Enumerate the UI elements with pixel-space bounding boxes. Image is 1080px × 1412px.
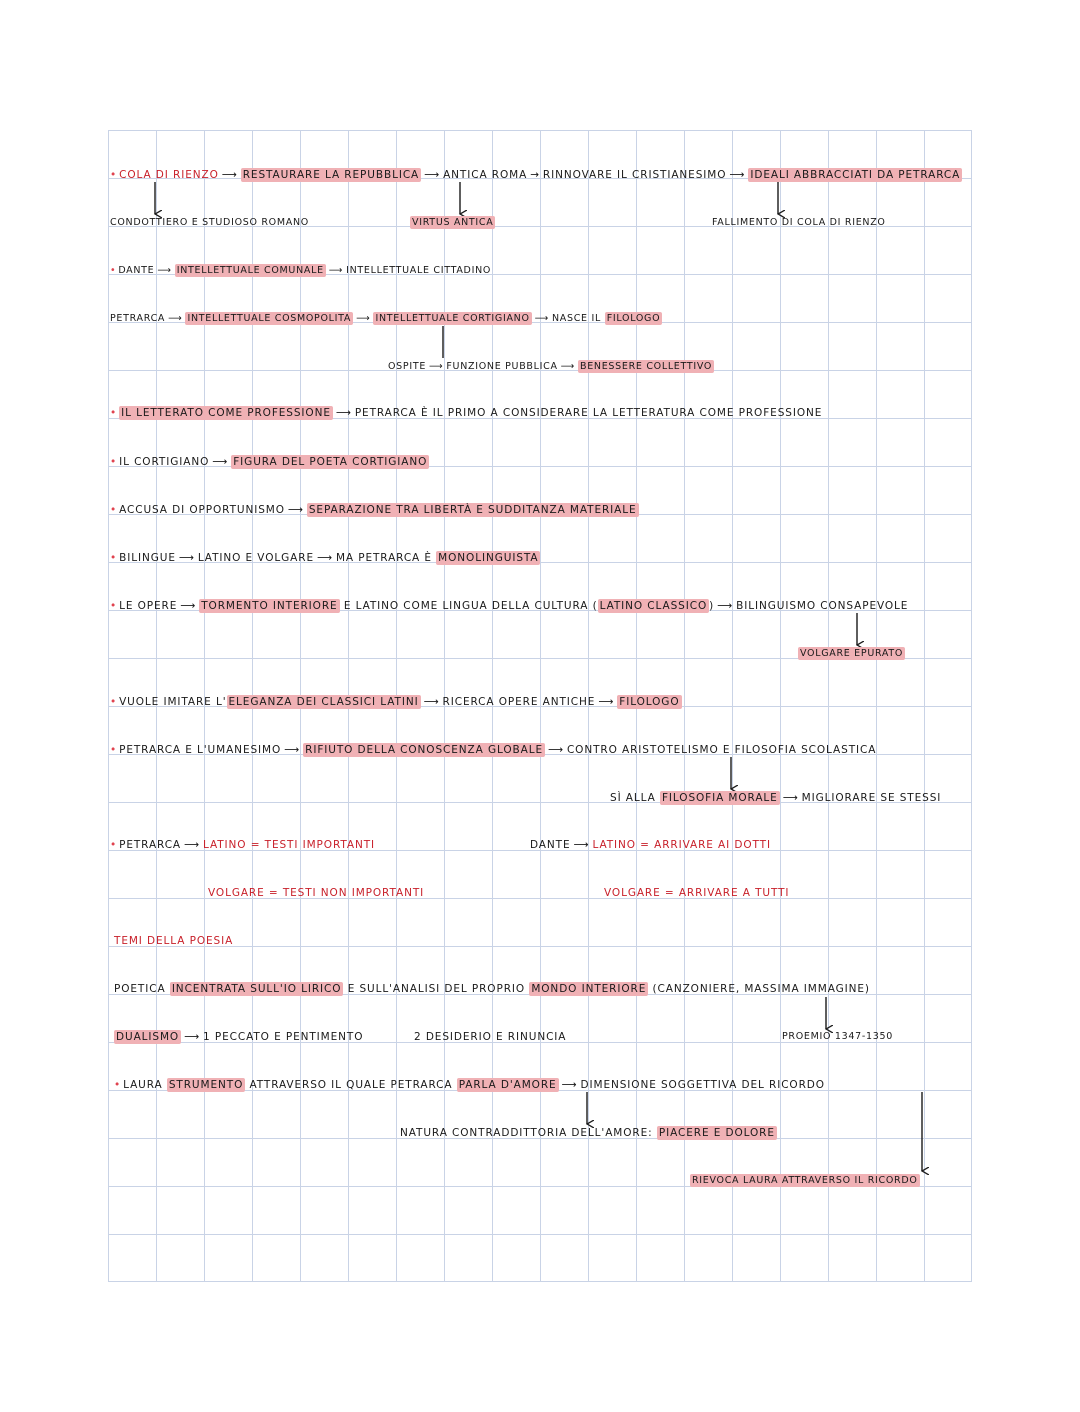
dante-a: INTELLETTUALE COMUNALE bbox=[176, 265, 324, 276]
petrarca-head: PETRARCA bbox=[110, 313, 166, 324]
cortigiano-a: FIGURA DEL POETA CORTIGIANO bbox=[233, 456, 428, 468]
petrarca-a: INTELLETTUALE COSMOPOLITA bbox=[187, 313, 352, 324]
confronto-p-b: VOLGARE = TESTI NON IMPORTANTI bbox=[208, 887, 425, 899]
opere-a-hl2: LATINO CLASSICO bbox=[599, 600, 708, 612]
laura-hl1: STRUMENTO bbox=[168, 1079, 244, 1091]
cola-b: ANTICA ROMA bbox=[443, 169, 528, 181]
poetica-end: (CANZONIERE, MASSIMA IMMAGINE) bbox=[652, 983, 870, 995]
laura-sub1-hl: PIACERE E DOLORE bbox=[658, 1127, 775, 1139]
petrarca-sub-c: BENESSERE COLLETTIVO bbox=[580, 361, 713, 372]
confronto-d-b: VOLGARE = ARRIVARE A TUTTI bbox=[604, 887, 790, 899]
poetica-hl1: INCENTRATA SULL'IO LIRICO bbox=[171, 983, 342, 995]
cola-head: COLA DI RIENZO bbox=[119, 169, 219, 181]
laura-sub2: RIEVOCA LAURA ATTRAVERSO IL RICORDO bbox=[692, 1175, 918, 1186]
row-imitare: • VUOLE IMITARE L' ELEGANZA DEI CLASSICI LATINI ⟶ RICERCA OPERE ANTICHE ⟶ FILOLOGO bbox=[110, 696, 680, 708]
opere-b: BILINGUISMO CONSAPEVOLE bbox=[736, 600, 909, 612]
cola-a: RESTAURARE LA REPUBBLICA bbox=[242, 169, 420, 181]
confronto-p-a: LATINO = TESTI IMPORTANTI bbox=[202, 839, 376, 851]
letterato-head: IL LETTERATO COME PROFESSIONE bbox=[121, 407, 331, 419]
imitare-a: RICERCA OPERE ANTICHE bbox=[442, 696, 596, 708]
accusa-head: ACCUSA DI OPPORTUNISMO bbox=[119, 504, 285, 516]
row-dante: • DANTE ⟶ INTELLETTUALE COMUNALE ⟶ INTELLETTUALE CITTADINO bbox=[110, 265, 492, 276]
row-poetica bbox=[114, 984, 870, 995]
opere-head: LE OPERE bbox=[119, 600, 178, 612]
row-dualismo: DUALISMO ⟶ 1 PECCATO E PENTIMENTO bbox=[116, 1031, 364, 1043]
row-cortigiano: • IL CORTIGIANO ⟶ FIGURA DEL POETA CORTIGIANO bbox=[110, 456, 428, 468]
imitare-b: FILOLOGO bbox=[619, 696, 680, 708]
accusa-a: SEPARAZIONE TRA LIBERTÀ E SUDDITANZA MATERIALE bbox=[308, 504, 637, 516]
laura-head: LAURA bbox=[123, 1079, 163, 1091]
imitare-head-hl: ELEGANZA DEI CLASSICI LATINI bbox=[228, 696, 419, 708]
bilingue-b-hl: MONOLINGUISTA bbox=[438, 552, 539, 564]
bilingue-b: MA PETRARCA È bbox=[335, 552, 432, 564]
row-cola: • COLA DI RIENZO ⟶ RESTAURARE LA REPUBBLICA ⟶ ANTICA ROMA → RINNOVARE IL CRISTIANESIMO ⟶ IDEALI ABBRACCIATI DA PETRARCA bbox=[110, 169, 961, 181]
row-petrarca-sub: OSPITE ⟶ FUNZIONE PUBBLICA ⟶ BENESSERE COLLETTIVO bbox=[388, 361, 713, 372]
petrarca-sub-a: OSPITE bbox=[388, 361, 427, 372]
imitare-head: VUOLE IMITARE L' bbox=[119, 696, 227, 708]
opere-a: E LATINO COME LINGUA DELLA CULTURA ( bbox=[343, 600, 598, 612]
row-confronto-petrarca: • PETRARCA ⟶ LATINO = TESTI IMPORTANTI bbox=[110, 839, 376, 851]
confronto-p-head: PETRARCA bbox=[119, 839, 182, 851]
cola-sub1: CONDOTTIERO E STUDIOSO ROMANO bbox=[110, 217, 309, 228]
cola-sub2: VIRTUS ANTICA bbox=[412, 217, 494, 228]
laura-sub1-pre: NATURA CONTRADDITTORIA DELL'AMORE: bbox=[400, 1127, 653, 1139]
umanesimo-a: RIFIUTO DELLA CONOSCENZA GLOBALE bbox=[305, 744, 543, 756]
petrarca-c: NASCE IL bbox=[551, 313, 601, 324]
dualismo-b: 2 DESIDERIO E RINUNCIA bbox=[414, 1031, 567, 1043]
opere-a-end: ) bbox=[709, 600, 715, 612]
confronto-d-head: DANTE bbox=[530, 839, 571, 851]
cola-d: IDEALI ABBRACCIATI DA PETRARCA bbox=[750, 169, 961, 181]
bullet: • bbox=[110, 169, 118, 181]
cortigiano-head: IL CORTIGIANO bbox=[119, 456, 210, 468]
confronto-d-a: LATINO = ARRIVARE AI DOTTI bbox=[592, 839, 771, 851]
petrarca-sub-b: FUNZIONE PUBBLICA bbox=[446, 361, 558, 372]
laura-mid: ATTRAVERSO IL QUALE PETRARCA bbox=[249, 1079, 453, 1091]
dante-head: DANTE bbox=[118, 265, 155, 276]
row-umanesimo: • PETRARCA E L'UMANESIMO ⟶ RIFIUTO DELLA CONOSCENZA GLOBALE ⟶ CONTRO ARISTOTELISMO E FILOSOFIA SCOLASTICA bbox=[110, 744, 877, 756]
opere-a-hl: TORMENTO INTERIORE bbox=[201, 600, 338, 612]
dualismo-head: DUALISMO bbox=[116, 1031, 180, 1043]
petrarca-c-hl: FILOLOGO bbox=[606, 313, 661, 324]
row-laura: • LAURA STRUMENTO ATTRAVERSO IL QUALE PETRARCA PARLA D'AMORE ⟶ DIMENSIONE SOGGETTIVA DEL RICORDO bbox=[114, 1079, 825, 1091]
poetica-pre: POETICA bbox=[114, 983, 166, 995]
petrarca-b: INTELLETTUALE CORTIGIANO bbox=[375, 313, 530, 324]
cola-sub3: FALLIMENTO DI COLA DI RIENZO bbox=[712, 217, 886, 228]
bilingue-a: LATINO E VOLGARE bbox=[197, 552, 314, 564]
bilingue-head: BILINGUE bbox=[119, 552, 176, 564]
row-bilingue: • BILINGUE ⟶ LATINO E VOLGARE ⟶ MA PETRARCA È MONOLINGUISTA bbox=[110, 552, 539, 564]
row-opere: • LE OPERE ⟶ TORMENTO INTERIORE E LATINO COME LINGUA DELLA CULTURA ( LATINO CLASSICO ) ⟶ BILINGUISMO CONSAPEVOLE bbox=[110, 600, 909, 612]
poetica-hl2: MONDO INTERIORE bbox=[531, 983, 647, 995]
opere-sub: VOLGARE EPURATO bbox=[800, 648, 904, 659]
poetica-sub: PROEMIO 1347-1350 bbox=[782, 1031, 893, 1042]
letterato-a: PETRARCA È IL PRIMO A CONSIDERARE LA LETTERATURA COME PROFESSIONE bbox=[354, 407, 823, 419]
umanesimo-sub-b: MIGLIORARE SE STESSI bbox=[801, 792, 942, 804]
umanesimo-sub-pre: SÌ ALLA bbox=[610, 792, 656, 804]
section-title-temi: TEMI DELLA POESIA bbox=[114, 935, 234, 947]
umanesimo-head: PETRARCA E L'UMANESIMO bbox=[119, 744, 282, 756]
dualismo-a: 1 PECCATO E PENTIMENTO bbox=[203, 1031, 364, 1043]
row-accusa: • ACCUSA DI OPPORTUNISMO ⟶ SEPARAZIONE TRA LIBERTÀ E SUDDITANZA MATERIALE bbox=[110, 504, 637, 516]
laura-b: DIMENSIONE SOGGETTIVA DEL RICORDO bbox=[580, 1079, 825, 1091]
row-letterato: • IL LETTERATO COME PROFESSIONE ⟶ PETRARCA È IL PRIMO A CONSIDERARE LA LETTERATURA COME PROFESSIONE bbox=[110, 407, 823, 419]
row-laura-sub1 bbox=[400, 1128, 777, 1139]
row-umanesimo-sub: SÌ ALLA FILOSOFIA MORALE ⟶ MIGLIORARE SE STESSI bbox=[610, 792, 942, 804]
row-confronto-dante: DANTE ⟶ LATINO = ARRIVARE AI DOTTI bbox=[530, 839, 771, 851]
umanesimo-sub-hl: FILOSOFIA MORALE bbox=[661, 792, 778, 804]
dante-b: INTELLETTUALE CITTADINO bbox=[346, 265, 492, 276]
laura-hl2: PARLA D'AMORE bbox=[458, 1079, 557, 1091]
umanesimo-b: CONTRO ARISTOTELISMO E FILOSOFIA SCOLASTICA bbox=[566, 744, 877, 756]
poetica-mid: E SULL'ANALISI DEL PROPRIO bbox=[347, 983, 526, 995]
row-petrarca: PETRARCA ⟶ INTELLETTUALE COSMOPOLITA ⟶ INTELLETTUALE CORTIGIANO ⟶ NASCE IL FILOLOGO bbox=[110, 313, 661, 324]
cola-c: RINNOVARE IL CRISTIANESIMO bbox=[542, 169, 727, 181]
